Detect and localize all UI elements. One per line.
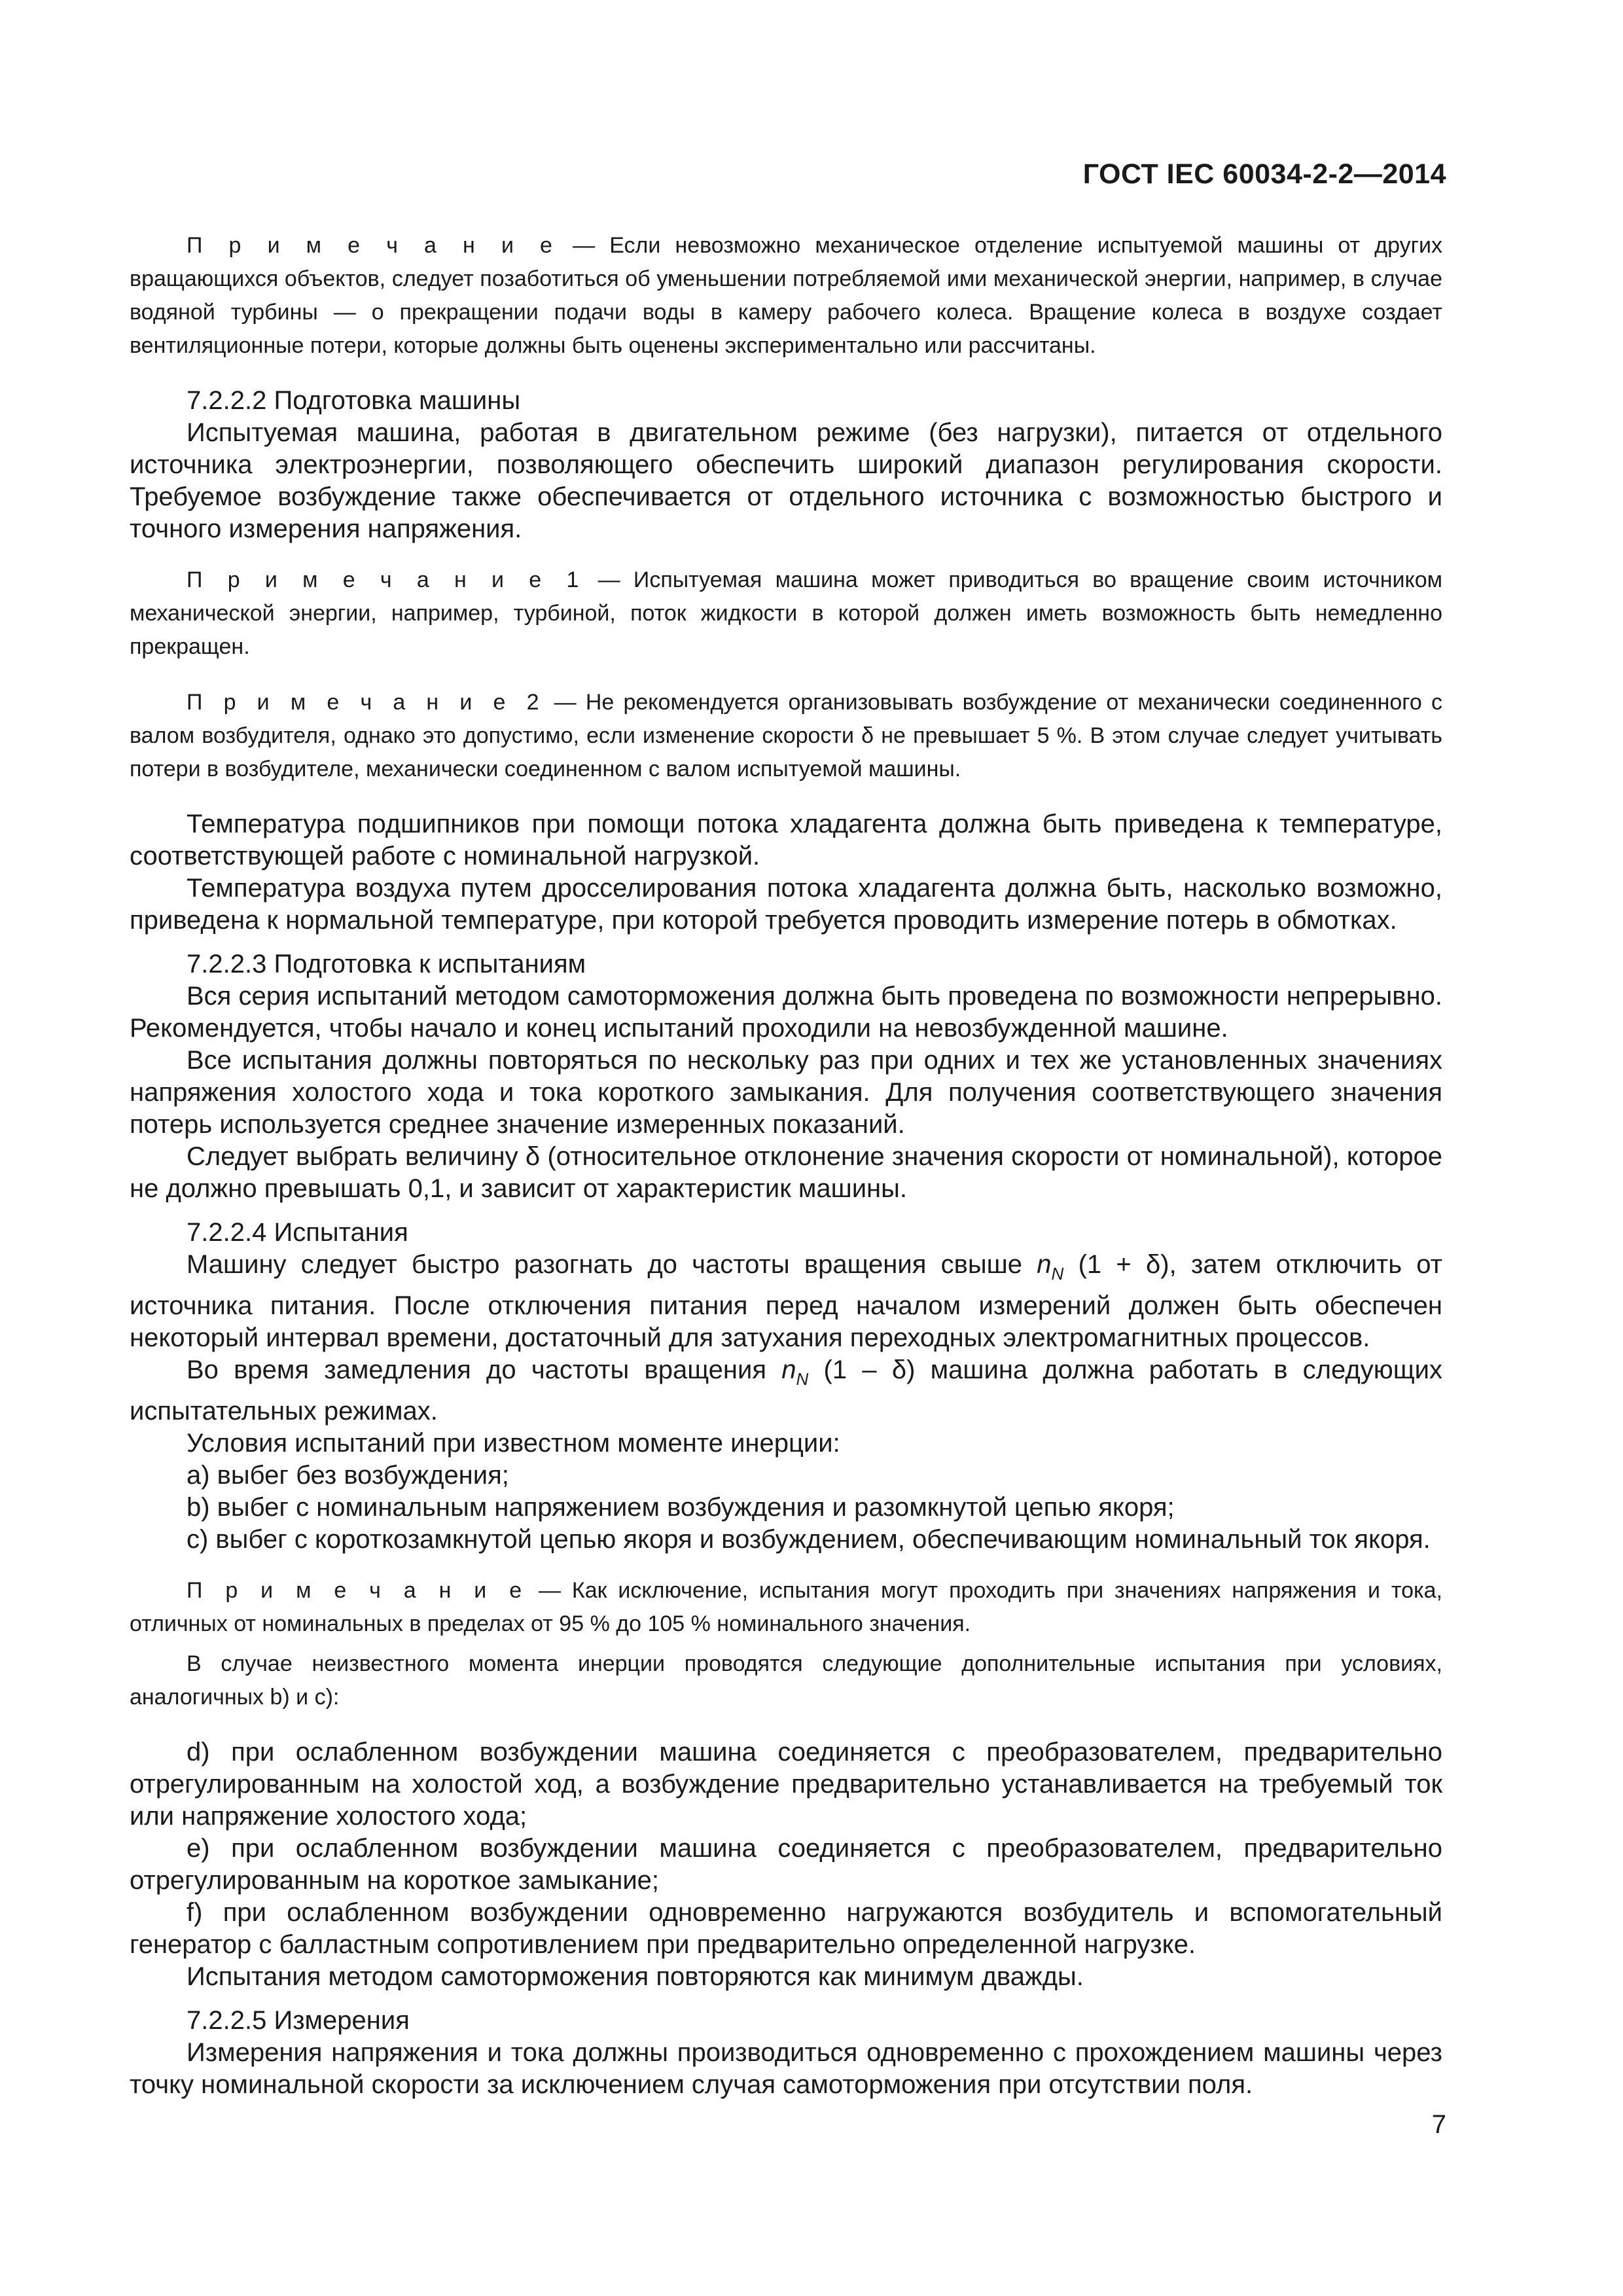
note-text: — Если невозможно механическое отделение испытуемой машины от других вращающихся объектов, следует позаботиться об уменьшении потребляемой ими механической энергии, например, в случае водяной турбины — о прекращении подачи воды в камеру рабочего колеса. Вращение колеса в воздухе создает вентиляционные потери, которые должны быть оценены экспериментально или рассчитаны. <box>130 233 1442 358</box>
note-title: П р и м е ч а н и е 2 <box>187 690 545 715</box>
paragraph: Температура воздуха путем дросселирования потока хладагента должна быть, насколько возможно, приведена к нормальной температуре, при которой требуется проводить измерение потерь в обмотках. <box>130 874 1442 935</box>
list-item: e) при ослабленном возбуждении машина соединяется с преобразователем, предварительно отрегулированным на короткое замыкание; <box>130 1834 1442 1895</box>
note-2 <box>130 686 1442 786</box>
section-heading-7222: 7.2.2.2 Подготовка машины <box>187 386 521 415</box>
document-code: ГОСТ IEC 60034-2-2—2014 <box>1082 158 1446 190</box>
paragraph: Следует выбрать величину δ (относительное отклонение значения скорости от номинальной), которое не должно превышать 0,1, и зависит от характеристик машины. <box>130 1142 1442 1203</box>
section-heading-7223: 7.2.2.3 Подготовка к испытаниям <box>187 950 586 978</box>
note-top <box>130 229 1442 363</box>
note <box>130 1574 1442 1641</box>
list-item: c) выбег с короткозамкнутой цепью якоря и возбуждением, обеспечивающим номинальный ток якоря. <box>187 1525 1431 1554</box>
note-title: П р и м е ч а н и е <box>187 233 558 258</box>
paragraph: Измерения напряжения и тока должны производиться одновременно с прохождением машины через точку номинальной скорости за исключением случая самоторможения при отсутствии поля. <box>130 2038 1442 2099</box>
paragraph: Машину следует быстро разогнать до частоты вращения свыше $n_N$ (1 + δ), затем отключить от источника питания. После отключения питания перед началом измерений должен быть обеспечен некоторый интервал времени, достаточный для затухания переходных электромагнитных процессов. <box>130 1250 1442 1352</box>
note-text: — Испытуемая машина может приводиться во вращение своим источником механической энергии, например, турбиной, поток жидкости в которой должен иметь возможность быть немедленно прекращен. <box>130 567 1443 659</box>
list-item: b) выбег с номинальным напряжением возбуждения и разомкнутой цепью якоря; <box>187 1493 1175 1522</box>
note-1 <box>130 564 1442 664</box>
note-text: — Как исключение, испытания могут проходить при значениях напряжения и тока, отличных от номинальных в пределах от 95 % до 105 % номинального значения. <box>130 1578 1442 1636</box>
note-title: П р и м е ч а н и е 1 <box>187 567 585 592</box>
list-item: d) при ослабленном возбуждении машина соединяется с преобразователем, предварительно отрегулированным на холостой ход, а возбуждение предварительно устанавливается на требуемый ток или напряжение холостого хода; <box>130 1738 1442 1831</box>
list-item: a) выбег без возбуждения; <box>187 1461 509 1490</box>
page-number: 7 <box>1431 2110 1446 2139</box>
list-item: f) при ослабленном возбуждении одновременно нагружаются возбудитель и вспомогательный генератор с балластным сопротивлением при предварительно определенной нагрузке. <box>130 1898 1442 1959</box>
note-text: — Не рекомендуется организовывать возбуждение от механически соединенного с валом возбудителя, однако это допустимо, если изменение скорости δ не превышает 5 %. В этом случае следует учитывать потери в возбудителе, механически соединенном с валом испытуемой машины. <box>130 690 1442 781</box>
note-title: П р и м е ч а н и е <box>187 1578 528 1603</box>
note-continuation: В случае неизвестного момента инерции проводятся следующие дополнительные испытания при условиях, аналогичных b) и c): <box>130 1651 1442 1710</box>
page-body <box>130 229 1442 2101</box>
paragraph: Испытуемая машина, работая в двигательном режиме (без нагрузки), питается от отдельного источника электроэнергии, позволяющего обеспечить широкий диапазон регулирования скорости. Требуемое возбуждение также обеспечивается от отдельного источника с возможностью быстрого и точного измерения напряжения. <box>130 418 1442 543</box>
section-heading-7224: 7.2.2.4 Испытания <box>187 1218 408 1247</box>
paragraph: Температура подшипников при помощи потока хладагента должна быть приведена к температуре, соответствующей работе с номинальной нагрузкой. <box>130 810 1442 870</box>
paragraph: Вся серия испытаний методом самоторможения должна быть проведена по возможности непрерывно. Рекомендуется, чтобы начало и конец испытаний проходили на невозбужденной машине. <box>130 982 1442 1043</box>
paragraph: Во время замедления до частоты вращения $n_N$ (1 – δ) машина должна работать в следующих испытательных режимах. <box>130 1355 1442 1426</box>
paragraph: Все испытания должны повторяться по нескольку раз при одних и тех же установленных значениях напряжения холостого хода и тока короткого замыкания. Для получения соответствующего значения потерь используется среднее значение измеренных показаний. <box>130 1046 1442 1139</box>
paragraph: Испытания методом самоторможения повторяются как минимум дважды. <box>187 1962 1084 1991</box>
section-heading-7225: 7.2.2.5 Измерения <box>187 2006 410 2035</box>
paragraph: Условия испытаний при известном моменте инерции: <box>187 1429 840 1458</box>
